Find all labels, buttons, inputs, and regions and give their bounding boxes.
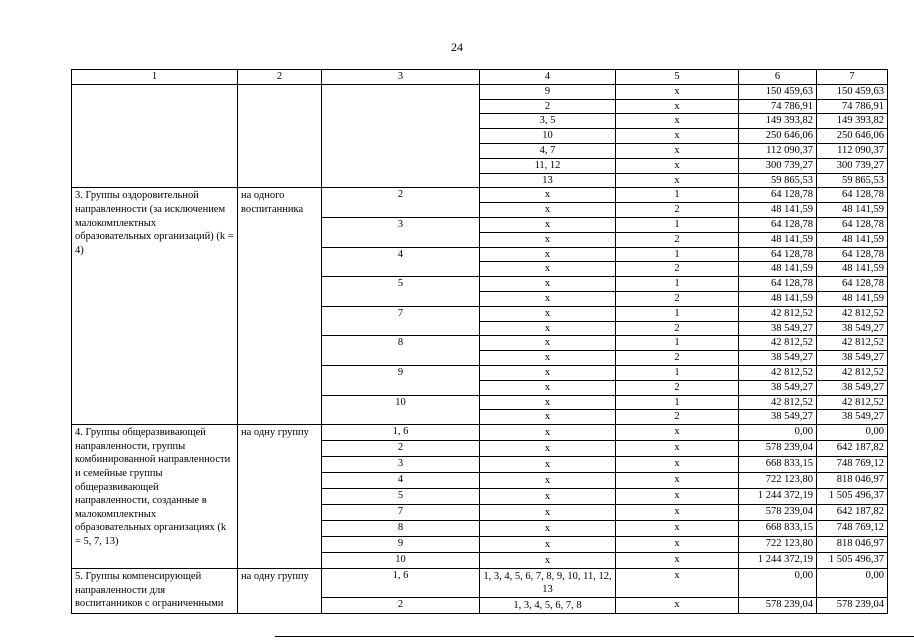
column5-cell: х [616,114,739,129]
value-col7-cell: 818 046,97 [817,473,888,489]
column-header-1: 1 [72,70,238,85]
value-col7-cell: 42 812,52 [817,395,888,410]
unit-cell [238,84,322,188]
value-col7-cell: 74 786,91 [817,99,888,114]
column-header-5: 5 [616,70,739,85]
value-col7-cell: 1 505 496,37 [817,553,888,569]
column-header-4: 4 [480,70,616,85]
group-type-cell: 2 [322,188,480,218]
value-col7-cell: 64 128,78 [817,277,888,292]
column-header-2: 2 [238,70,322,85]
column4-cell: х [480,521,616,537]
value-col7-cell: 48 141,59 [817,232,888,247]
column4-cell: х [480,262,616,277]
value-col7-cell: 642 187,82 [817,505,888,521]
value-col6-cell: 48 141,59 [739,262,817,277]
value-col7-cell: 64 128,78 [817,217,888,232]
column5-cell: 1 [616,395,739,410]
column5-cell: 1 [616,336,739,351]
column4-cell: 13 [480,173,616,188]
value-col7-cell: 64 128,78 [817,188,888,203]
group-type-cell: 4 [322,473,480,489]
value-col7-cell: 150 459,63 [817,84,888,99]
value-col6-cell: 74 786,91 [739,99,817,114]
column4-cell: х [480,321,616,336]
column4-cell: 2 [480,99,616,114]
group-type-cell: 2 [322,598,480,614]
value-col7-cell: 250 646,06 [817,129,888,144]
column5-cell: 2 [616,291,739,306]
header-row [72,70,888,85]
value-col6-cell: 38 549,27 [739,351,817,366]
column5-cell: 1 [616,365,739,380]
unit-cell: на одну группу [238,425,322,569]
column-header-3: 3 [322,70,480,85]
value-col6-cell: 48 141,59 [739,232,817,247]
column5-cell: х [616,99,739,114]
value-col6-cell: 48 141,59 [739,203,817,218]
value-col7-cell: 59 865,53 [817,173,888,188]
column4-cell: х [480,203,616,218]
column4-cell: 1, 3, 4, 5, 6, 7, 8 [480,598,616,614]
value-col6-cell: 42 812,52 [739,306,817,321]
section-title-cell: 4. Группы общеразвивающей направленности, группы комбинированной направленности и семейные группы общеразвивающей направленности, созданные в малокомплектных образовательных организациях (k = 5, 7, 13) [72,425,238,569]
unit-cell: на одну группу [238,569,322,614]
group-type-cell: 4 [322,247,480,277]
column5-cell: х [616,84,739,99]
column4-cell: х [480,232,616,247]
group-type-cell: 5 [322,489,480,505]
value-col6-cell: 64 128,78 [739,188,817,203]
value-col7-cell: 38 549,27 [817,351,888,366]
column4-cell: х [480,188,616,203]
page-edge-line [275,636,914,637]
column4-cell: х [480,553,616,569]
column4-cell: х [480,306,616,321]
section-title-cell [72,84,238,188]
value-col6-cell: 0,00 [739,425,817,441]
value-col6-cell: 38 549,27 [739,380,817,395]
column4-cell: х [480,441,616,457]
column4-cell: х [480,395,616,410]
column5-cell: х [616,158,739,173]
column5-cell: х [616,457,739,473]
tariff-table [71,69,888,614]
value-col7-cell: 38 549,27 [817,321,888,336]
value-col6-cell: 42 812,52 [739,365,817,380]
group-type-cell: 10 [322,553,480,569]
table-row [72,569,888,598]
column4-cell: х [480,410,616,425]
group-type-cell: 9 [322,365,480,395]
value-col7-cell: 42 812,52 [817,365,888,380]
column4-cell: 11, 12 [480,158,616,173]
value-col7-cell: 112 090,37 [817,143,888,158]
group-type-cell: 5 [322,277,480,307]
unit-cell: на одного воспитанника [238,188,322,425]
column5-cell: х [616,489,739,505]
column4-cell: 1, 3, 4, 5, 6, 7, 8, 9, 10, 11, 12, 13 [480,569,616,598]
column5-cell: х [616,441,739,457]
group-type-cell: 10 [322,395,480,425]
column5-cell: х [616,505,739,521]
group-type-cell: 7 [322,306,480,336]
column5-cell: 2 [616,380,739,395]
value-col6-cell: 1 244 372,19 [739,553,817,569]
column5-cell: 2 [616,232,739,247]
group-type-cell [322,84,480,188]
column5-cell: 1 [616,217,739,232]
value-col7-cell: 0,00 [817,425,888,441]
column4-cell: 4, 7 [480,143,616,158]
value-col6-cell: 64 128,78 [739,277,817,292]
column4-cell: 9 [480,84,616,99]
column4-cell: х [480,489,616,505]
column4-cell: х [480,425,616,441]
value-col6-cell: 38 549,27 [739,410,817,425]
value-col7-cell: 149 393,82 [817,114,888,129]
table-row [72,425,888,441]
value-col6-cell: 668 833,15 [739,521,817,537]
value-col6-cell: 64 128,78 [739,217,817,232]
value-col6-cell: 250 646,06 [739,129,817,144]
column4-cell: х [480,380,616,395]
column5-cell: 2 [616,262,739,277]
column4-cell: х [480,473,616,489]
value-col6-cell: 42 812,52 [739,336,817,351]
value-col7-cell: 48 141,59 [817,291,888,306]
value-col6-cell: 112 090,37 [739,143,817,158]
value-col6-cell: 300 739,27 [739,158,817,173]
value-col7-cell: 748 769,12 [817,521,888,537]
column5-cell: х [616,537,739,553]
column5-cell: 1 [616,277,739,292]
column4-cell: х [480,365,616,380]
value-col6-cell: 38 549,27 [739,321,817,336]
table-row [72,84,888,99]
value-col6-cell: 149 393,82 [739,114,817,129]
column4-cell: х [480,505,616,521]
column5-cell: х [616,521,739,537]
column4-cell: х [480,351,616,366]
column-header-7: 7 [817,70,888,85]
column5-cell: х [616,143,739,158]
group-type-cell: 1, 6 [322,425,480,441]
section-title-cell: 5. Группы компенсирующей направленности для воспитанников с ограниченными [72,569,238,614]
value-col7-cell: 0,00 [817,569,888,598]
value-col6-cell: 578 239,04 [739,505,817,521]
column5-cell: х [616,173,739,188]
column4-cell: х [480,247,616,262]
column4-cell: х [480,217,616,232]
value-col7-cell: 642 187,82 [817,441,888,457]
column5-cell: 1 [616,306,739,321]
column4-cell: х [480,537,616,553]
group-type-cell: 1, 6 [322,569,480,598]
value-col6-cell: 668 833,15 [739,457,817,473]
column4-cell: 10 [480,129,616,144]
value-col7-cell: 38 549,27 [817,380,888,395]
group-type-cell: 3 [322,457,480,473]
column4-cell: х [480,457,616,473]
column5-cell: х [616,473,739,489]
column4-cell: 3, 5 [480,114,616,129]
column5-cell: х [616,598,739,614]
table-row [72,188,888,203]
value-col7-cell: 48 141,59 [817,203,888,218]
value-col6-cell: 0,00 [739,569,817,598]
value-col6-cell: 64 128,78 [739,247,817,262]
value-col7-cell: 38 549,27 [817,410,888,425]
section-title-cell: 3. Группы оздоровительной направленности (за исключением малокомплектных образовательных организаций) (k = 4) [72,188,238,425]
value-col6-cell: 578 239,04 [739,441,817,457]
column5-cell: 1 [616,247,739,262]
value-col6-cell: 59 865,53 [739,173,817,188]
value-col7-cell: 818 046,97 [817,537,888,553]
column5-cell: 2 [616,203,739,218]
value-col7-cell: 1 505 496,37 [817,489,888,505]
column5-cell: х [616,129,739,144]
column-header-6: 6 [739,70,817,85]
column4-cell: х [480,291,616,306]
value-col7-cell: 42 812,52 [817,336,888,351]
value-col7-cell: 578 239,04 [817,598,888,614]
column5-cell: 2 [616,351,739,366]
column5-cell: 2 [616,410,739,425]
page-number: 24 [451,40,463,54]
value-col7-cell: 748 769,12 [817,457,888,473]
value-col7-cell: 64 128,78 [817,247,888,262]
group-type-cell: 7 [322,505,480,521]
column5-cell: 2 [616,321,739,336]
column5-cell: 1 [616,188,739,203]
value-col7-cell: 300 739,27 [817,158,888,173]
value-col6-cell: 42 812,52 [739,395,817,410]
group-type-cell: 3 [322,217,480,247]
column4-cell: х [480,277,616,292]
value-col6-cell: 48 141,59 [739,291,817,306]
group-type-cell: 2 [322,441,480,457]
group-type-cell: 9 [322,537,480,553]
value-col6-cell: 722 123,80 [739,473,817,489]
column5-cell: х [616,569,739,598]
column4-cell: х [480,336,616,351]
value-col6-cell: 722 123,80 [739,537,817,553]
value-col7-cell: 48 141,59 [817,262,888,277]
column5-cell: х [616,425,739,441]
group-type-cell: 8 [322,336,480,366]
value-col6-cell: 1 244 372,19 [739,489,817,505]
value-col7-cell: 42 812,52 [817,306,888,321]
group-type-cell: 8 [322,521,480,537]
column5-cell: х [616,553,739,569]
value-col6-cell: 150 459,63 [739,84,817,99]
value-col6-cell: 578 239,04 [739,598,817,614]
